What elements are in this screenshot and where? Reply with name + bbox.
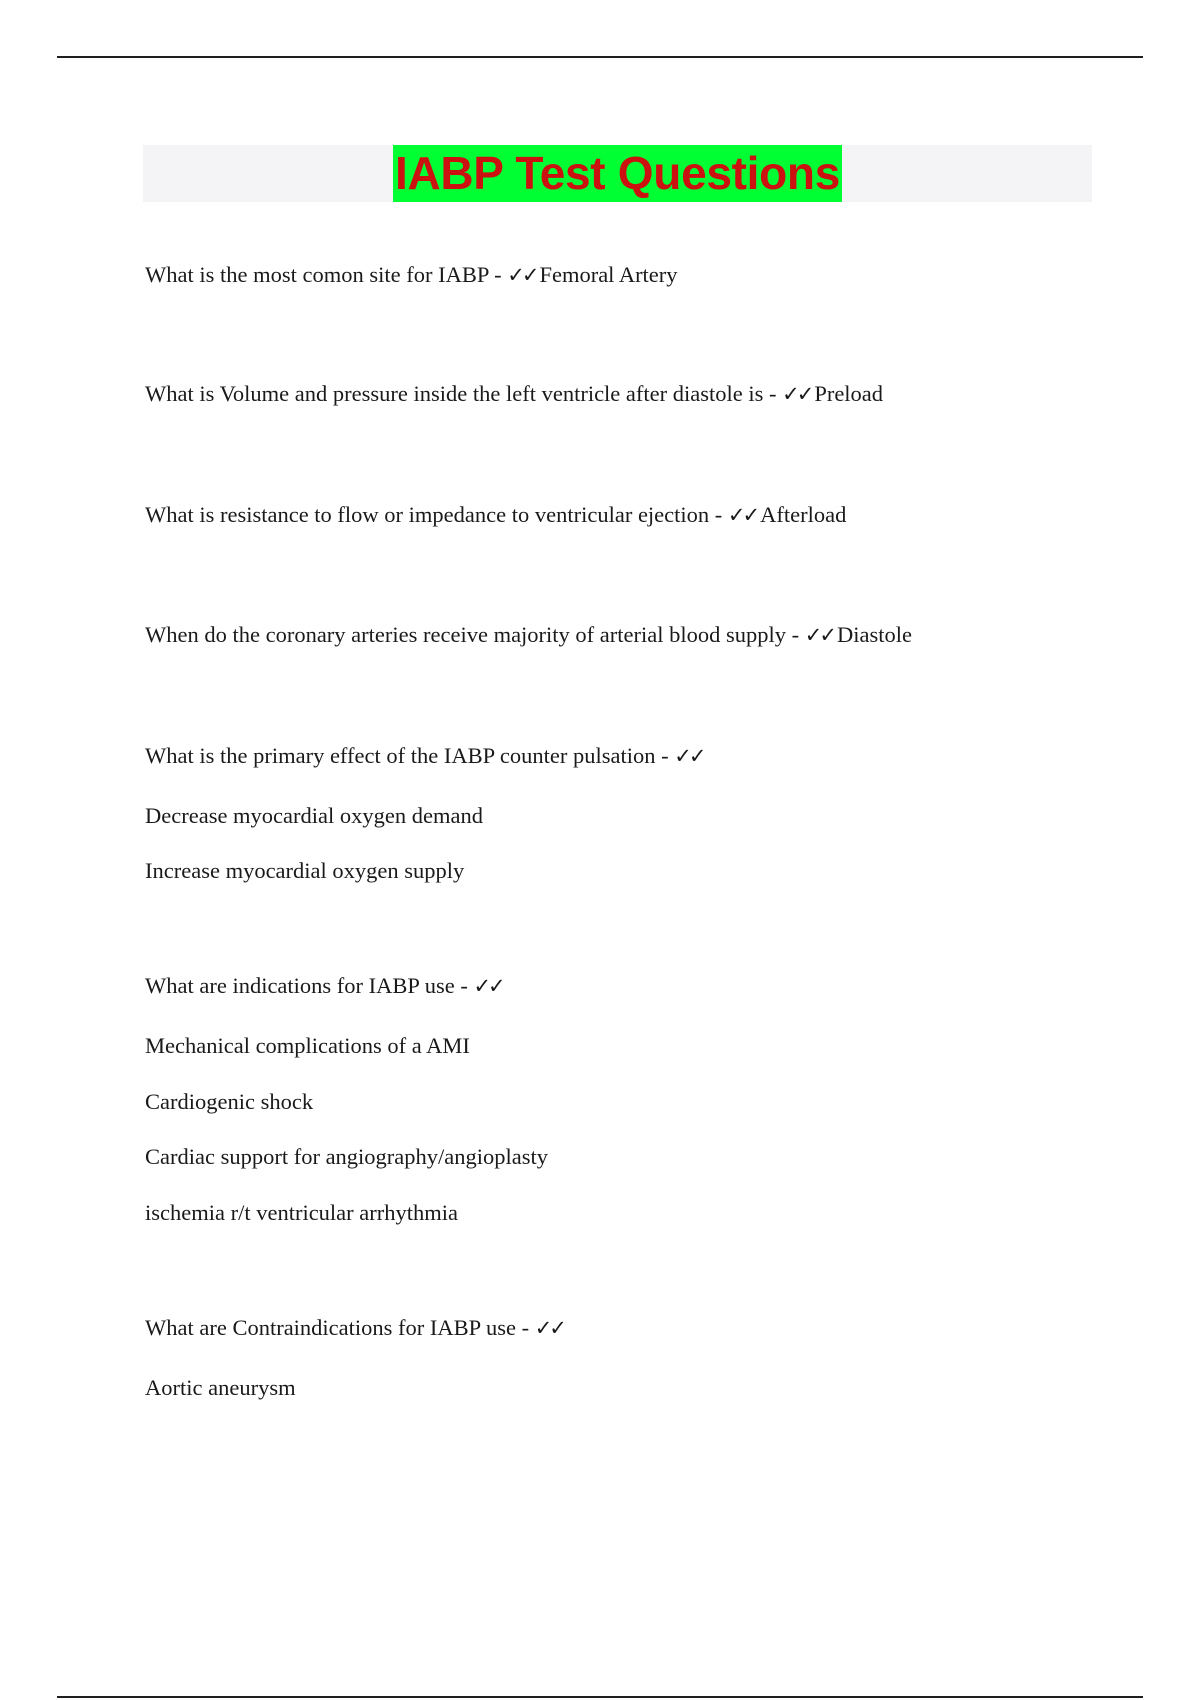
question-text: What are Contraindications for IABP use -: [145, 1315, 535, 1340]
double-check-icon: ✓✓: [674, 744, 704, 768]
answer-line: Cardiac support for angiography/angioplasty: [145, 1144, 549, 1169]
document-title: IABP Test Questions: [393, 145, 842, 202]
answer-line: Decrease myocardial oxygen demand: [145, 803, 483, 828]
answer-text: Afterload: [760, 502, 847, 527]
title-band: [143, 145, 1092, 202]
question-text: What are indications for IABP use -: [145, 973, 474, 998]
answer-text: Femoral Artery: [539, 262, 678, 287]
answer-line: Cardiogenic shock: [145, 1089, 314, 1114]
qa-item: [145, 972, 506, 1000]
question-text: What is Volume and pressure inside the left ventricle after diastole is -: [145, 381, 783, 406]
double-check-icon: ✓✓: [804, 623, 834, 647]
double-check-icon: ✓✓: [473, 974, 503, 998]
qa-item: [145, 1314, 567, 1342]
top-rule: [57, 56, 1143, 58]
qa-item: [145, 742, 706, 770]
double-check-icon: ✓✓: [727, 503, 758, 527]
qa-item: [145, 621, 912, 649]
question-text: When do the coronary arteries receive majority of arterial blood supply -: [145, 622, 805, 647]
answer-line: Mechanical complications of a AMI: [145, 1033, 470, 1058]
bottom-rule: [57, 1696, 1143, 1698]
qa-item: [145, 261, 678, 289]
question-text: What is the most comon site for IABP -: [145, 262, 508, 287]
qa-item: [145, 501, 846, 529]
question-text: What is the primary effect of the IABP counter pulsation -: [145, 743, 675, 768]
answer-line: Increase myocardial oxygen supply: [145, 858, 465, 883]
double-check-icon: ✓✓: [782, 382, 812, 406]
answer-line: Aortic aneurysm: [145, 1375, 296, 1400]
answer-text: Diastole: [836, 622, 912, 647]
question-text: What is resistance to flow or impedance to ventricular ejection -: [145, 502, 728, 527]
answer-line: ischemia r/t ventricular arrhythmia: [145, 1200, 459, 1225]
qa-item: [145, 380, 883, 408]
answer-text: Preload: [814, 381, 884, 406]
double-check-icon: ✓✓: [507, 263, 537, 287]
double-check-icon: ✓✓: [534, 1316, 564, 1340]
